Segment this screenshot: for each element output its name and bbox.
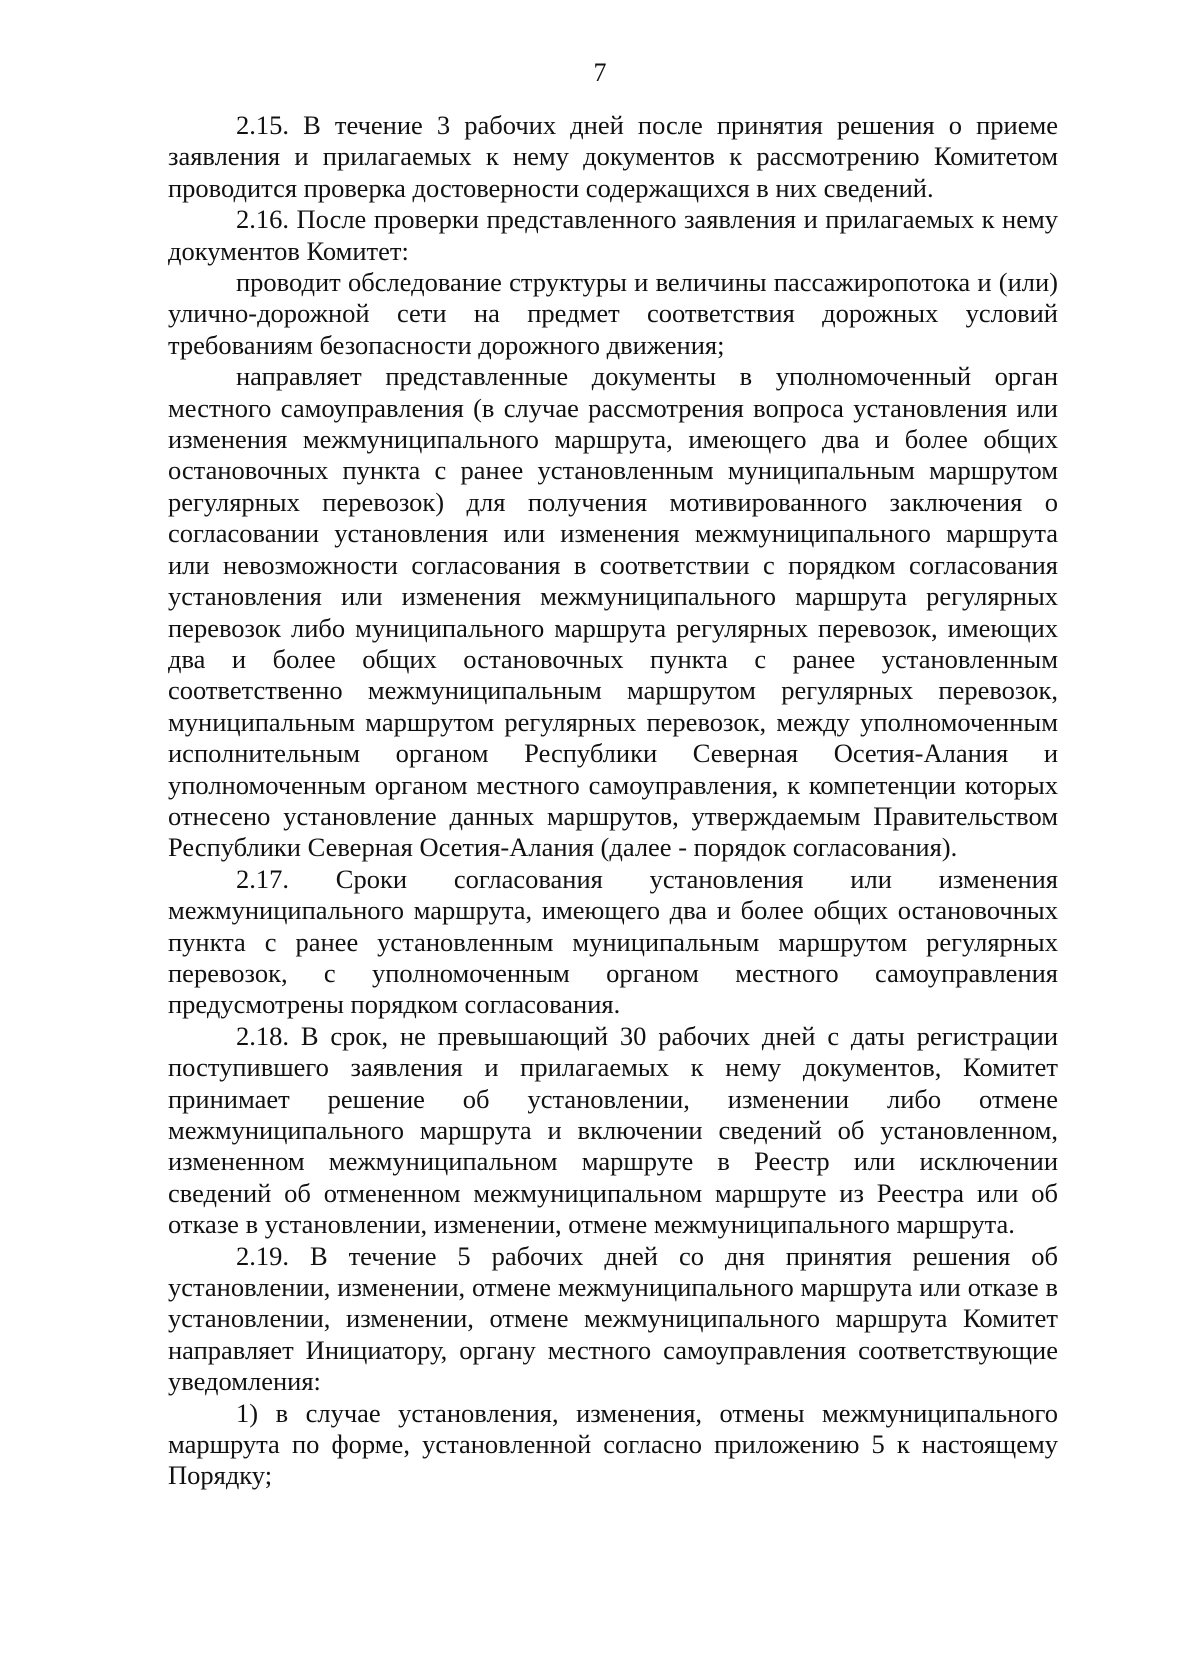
document-body [168,110,1058,1492]
paragraph-2-19: 2.19. В течение 5 рабочих дней со дня принятия решения об установлении, изменении, отмене межмуниципального маршрута или отказе в установлении, изменении, отмене межмуниципального маршрута Комитет направляет Инициатору, органу местного самоуправления соответствующие уведомления: [168,1240,1058,1397]
page-number: 7 [593,58,607,87]
paragraph-2-16-referral: направляет представленные документы в уполномоченный орган местного самоуправления (в случае рассмотрения вопроса установления или изменения межмуниципального маршрута, имеющего два и более общих остановочных пункта с ранее установленным муниципальным маршрутом регулярных перевозок) для получения мотивированного заключения о согласовании установления или изменения межмуниципального маршрута или невозможности согласования в соответствии с порядком согласования установления или изменения межмуниципального маршрута регулярных перевозок либо муниципального маршрута регулярных перевозок, имеющих два и более общих остановочных пункта с ранее установленным соответственно межмуниципальным маршрутом регулярных перевозок, муниципальным маршрутом регулярных перевозок, между уполномоченным исполнительным органом Республики Северная Осетия-Алания и уполномоченным органом местного самоуправления, к компетенции которых отнесено установление данных маршрутов, утверждаемым Правительством Республики Северная Осетия-Алания (далее - порядок согласования). [168,361,1058,863]
paragraph-2-16-survey: проводит обследование структуры и величины пассажиропотока и (или) улично-дорожной сети на предмет соответствия дорожных условий требованиям безопасности дорожного движения; [168,267,1058,360]
paragraph-2-19-item-1: 1) в случае установления, изменения, отмены межмуниципального маршрута по форме, установленной согласно приложению 5 к настоящему Порядку; [168,1397,1058,1491]
paragraph-2-15: 2.15. В течение 3 рабочих дней после принятия решения о приеме заявления и прилагаемых к нему документов к рассмотрению Комитетом проводится проверка достоверности содержащихся в них сведений. [168,110,1058,203]
paragraph-2-17: 2.17. Сроки согласования установления или изменения межмуниципального маршрута, имеющего два и более общих остановочных пункта с ранее установленным муниципальным маршрутом регулярных перевозок, с уполномоченным органом местного самоуправления предусмотрены порядком согласования. [168,863,1058,1020]
paragraph-2-16: 2.16. После проверки представленного заявления и прилагаемых к нему документов Комитет: [168,204,1058,266]
paragraph-2-18: 2.18. В срок, не превышающий 30 рабочих дней с даты регистрации поступившего заявления и прилагаемых к нему документов, Комитет принимает решение об установлении, изменении либо отмене межмуниципального маршрута и включении сведений об установленном, измененном межмуниципальном маршруте в Реестр или исключении сведений об отмененном межмуниципальном маршруте из Реестра или об отказе в установлении, изменении, отмене межмуниципального маршрута. [168,1020,1058,1240]
